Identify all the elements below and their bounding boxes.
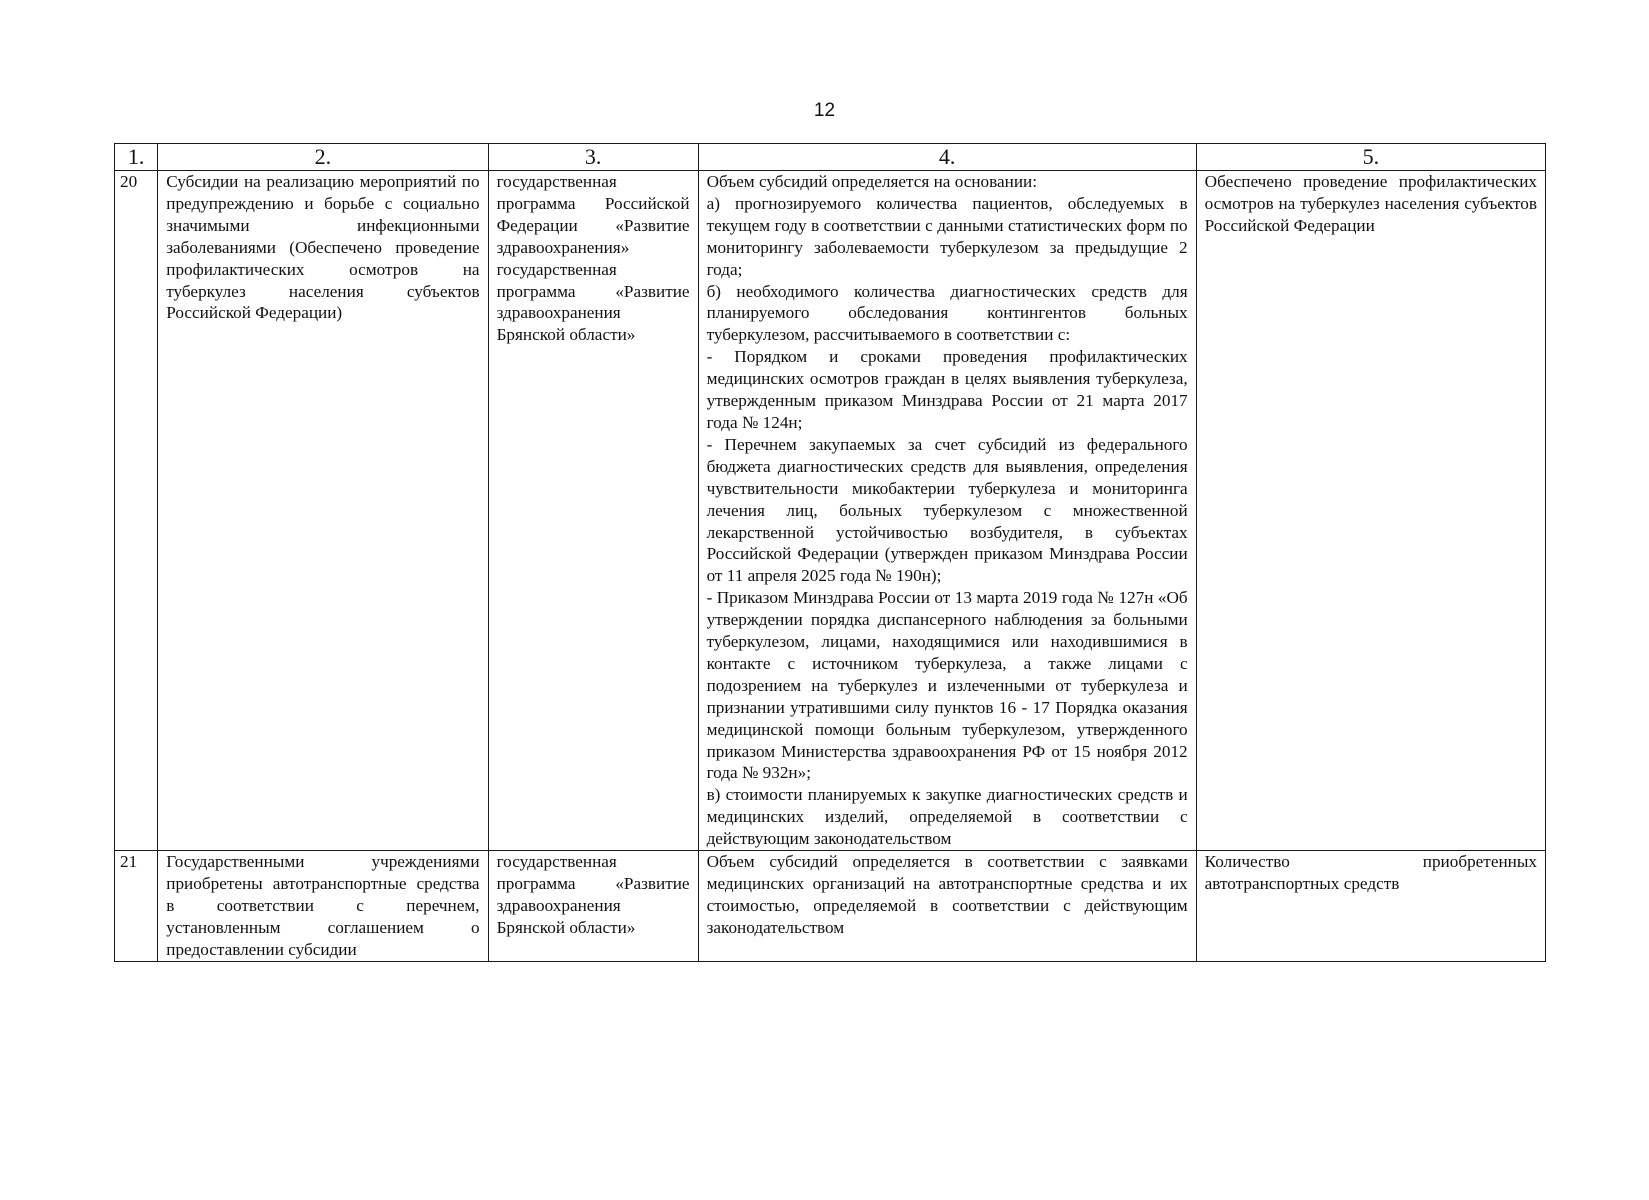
method-paragraph: Объем субсидий определяется в соответствии с заявками медицинских организаций на автотранспортные средства и их стоимостью, определяемой в соответствии с действующим законодательством <box>706 852 1188 937</box>
header-row <box>115 144 1546 171</box>
event-name-cell: Субсидии на реализацию мероприятий по предупреждению и борьбе с социально значимыми инфекционными заболеваниями (Обеспечено проведение профилактических осмотров на туберкулез населения субъектов Российской Федерации) <box>158 171 488 851</box>
table-header <box>115 144 1546 171</box>
row-number: 20 <box>115 171 158 851</box>
program-cell: государственная программа «Развитие здравоохранения Брянской области» <box>488 851 698 962</box>
method-paragraph: - Приказом Минздрава России от 13 марта 2019 года № 127н «Об утверждении порядка диспансерного наблюдения за больными туберкулезом, лицами, находящимися или находившимися в контакте с источником туберкулеза, а также лицами с подозрением на туберкулез и излеченными от туберкулеза и признании утратившими силу пунктов 16 - 17 Порядка оказания медицинской помощи больным туберкулезом, утвержденного приказом Министерства здравоохранения РФ от 15 ноября 2012 года № 932н»; <box>706 588 1188 783</box>
method-paragraph: - Порядком и сроками проведения профилактических медицинских осмотров граждан в целях выявления туберкулеза, утвержденным приказом Минздрава России от 21 марта 2017 года № 124н; <box>706 347 1188 432</box>
table-row <box>115 851 1546 962</box>
method-paragraph: в) стоимости планируемых к закупке диагностических средств и медицинских изделий, определяемой в соответствии с действующим законодательством <box>706 785 1188 849</box>
method-paragraph: а) прогнозируемого количества пациентов, обследуемых в текущем году в соответствии с данными статистических форм по мониторингу заболеваемости туберкулезом за предыдущие 2 года; <box>706 193 1188 279</box>
method-cell <box>698 171 1196 851</box>
header-cell-5: 5. <box>1196 144 1545 171</box>
event-name-cell: Государственными учреждениями приобретены автотранспортные средства в соответствии с перечнем, установленным соглашением о предоставлении субсидии <box>158 851 488 962</box>
method-paragraph: б) необходимого количества диагностических средств для планируемого обследования контингентов больных туберкулезом, рассчитываемого в соответствии с: <box>706 281 1188 345</box>
header-cell-3: 3. <box>488 144 698 171</box>
table-body <box>115 171 1546 962</box>
method-cell <box>698 851 1196 962</box>
method-paragraph: - Перечнем закупаемых за счет субсидий из федерального бюджета диагностических средств для выявления, определения чувствительности микобактерии туберкулеза и мониторинга лечения лиц, больных туберкулезом с множественной лекарственной устойчивостью возбудителя, в субъектах Российской Федерации (утвержден приказом Минздрава России от 11 апреля 2025 года № 190н); <box>706 434 1188 586</box>
header-cell-1: 1. <box>115 144 158 171</box>
header-cell-2: 2. <box>158 144 488 171</box>
program-cell: государственная программа Российской Федерации «Развитие здравоохранения» государственная программа «Развитие здравоохранения Брянской области» <box>488 171 698 851</box>
document-table <box>114 143 1546 962</box>
result-cell: Количество приобретенных автотранспортных средств <box>1196 851 1545 962</box>
method-paragraph: Объем субсидий определяется на основании: <box>706 172 1038 191</box>
result-cell: Обеспечено проведение профилактических осмотров на туберкулез населения субъектов Российской Федерации <box>1196 171 1545 851</box>
row-number: 21 <box>115 851 158 962</box>
page-number: 12 <box>813 100 836 121</box>
header-cell-4: 4. <box>698 144 1196 171</box>
table-row <box>115 171 1546 851</box>
